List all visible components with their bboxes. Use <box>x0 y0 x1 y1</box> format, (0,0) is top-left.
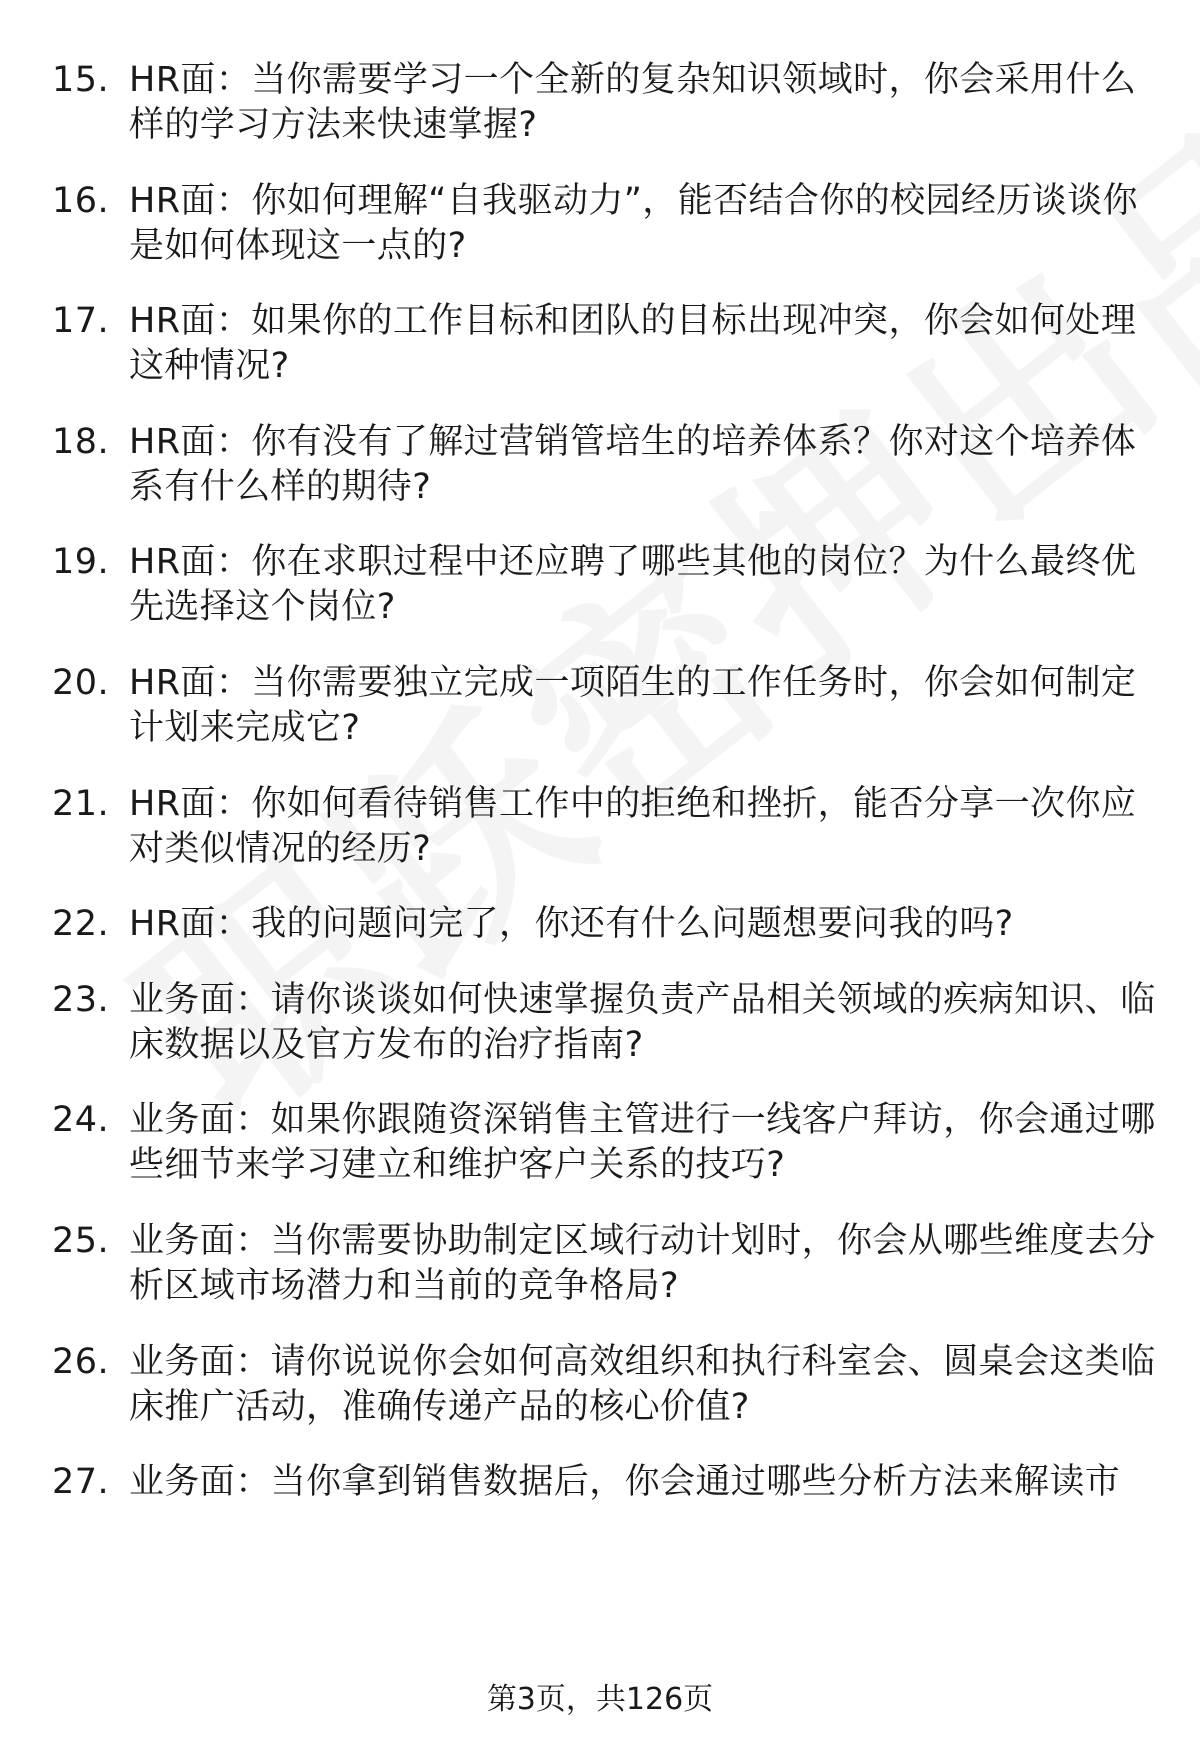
question-text: HR面：你如何理解“自我驱动力”，能否结合你的校园经历谈谈你是如何体现这一点的? <box>129 180 1138 266</box>
list-item <box>52 540 1162 630</box>
question-number: 22. <box>52 904 110 945</box>
question-number: 21. <box>52 783 110 824</box>
list-item <box>52 179 1162 269</box>
question-text: HR面：你有没有了解过营销管培生的培养体系？你对这个培养体系有什么样的期待? <box>129 421 1137 507</box>
question-list <box>52 58 1162 1536</box>
question-text: HR面：你在求职过程中还应聘了哪些其他的岗位？为什么最终优先选择这个岗位? <box>129 542 1137 628</box>
question-number: 23. <box>52 979 110 1020</box>
question-text: 业务面：当你需要协助制定区域行动计划时，你会从哪些维度去分析区域市场潜力和当前的竞争格局? <box>129 1220 1156 1306</box>
question-text: 业务面：请你说说你会如何高效组织和执行科室会、圆桌会这类临床推广活动，准确传递产品的核心价值? <box>129 1341 1156 1427</box>
question-text: 业务面：当你拿到销售数据后，你会通过哪些分析方法来解读市 <box>129 1462 1121 1503</box>
question-number: 16. <box>52 180 110 221</box>
question-text: 业务面：请你谈谈如何快速掌握负责产品相关领域的疾病知识、临床数据以及官方发布的治疗指南? <box>129 979 1156 1065</box>
question-text: HR面：你如何看待销售工作中的拒绝和挫折，能否分享一次你应对类似情况的经历? <box>129 783 1137 869</box>
list-item <box>52 1340 1162 1430</box>
question-text: HR面：我的问题问完了，你还有什么问题想要问我的吗? <box>129 904 1014 945</box>
list-item <box>52 661 1162 751</box>
question-text: HR面：当你需要独立完成一项陌生的工作任务时，你会如何制定计划来完成它? <box>129 662 1137 748</box>
question-number: 19. <box>52 542 110 583</box>
question-number: 27. <box>52 1462 110 1503</box>
question-number: 18. <box>52 421 110 462</box>
list-item <box>52 978 1162 1068</box>
page-footer: 第3页，共126页 <box>486 1682 714 1717</box>
question-text: HR面：当你需要学习一个全新的复杂知识领域时，你会采用什么样的学习方法来快速掌握? <box>129 60 1137 145</box>
question-number: 26. <box>52 1341 110 1382</box>
list-item <box>52 1219 1162 1309</box>
list-item <box>52 1098 1162 1188</box>
list-item <box>52 58 1162 148</box>
list-item <box>52 902 1162 947</box>
question-number: 20. <box>52 662 110 703</box>
question-number: 24. <box>52 1100 110 1141</box>
question-text: 业务面：如果你跟随资深销售主管进行一线客户拜访，你会通过哪些细节来学习建立和维护客户关系的技巧? <box>129 1100 1156 1186</box>
question-text: HR面：如果你的工作目标和团队的目标出现冲突，你会如何处理这种情况? <box>129 301 1137 387</box>
list-item <box>52 299 1162 389</box>
question-number: 17. <box>52 301 110 342</box>
question-number: 25. <box>52 1220 110 1261</box>
list-item <box>52 782 1162 872</box>
list-item <box>52 420 1162 510</box>
question-number: 15. <box>52 60 110 100</box>
list-item <box>52 1460 1162 1505</box>
